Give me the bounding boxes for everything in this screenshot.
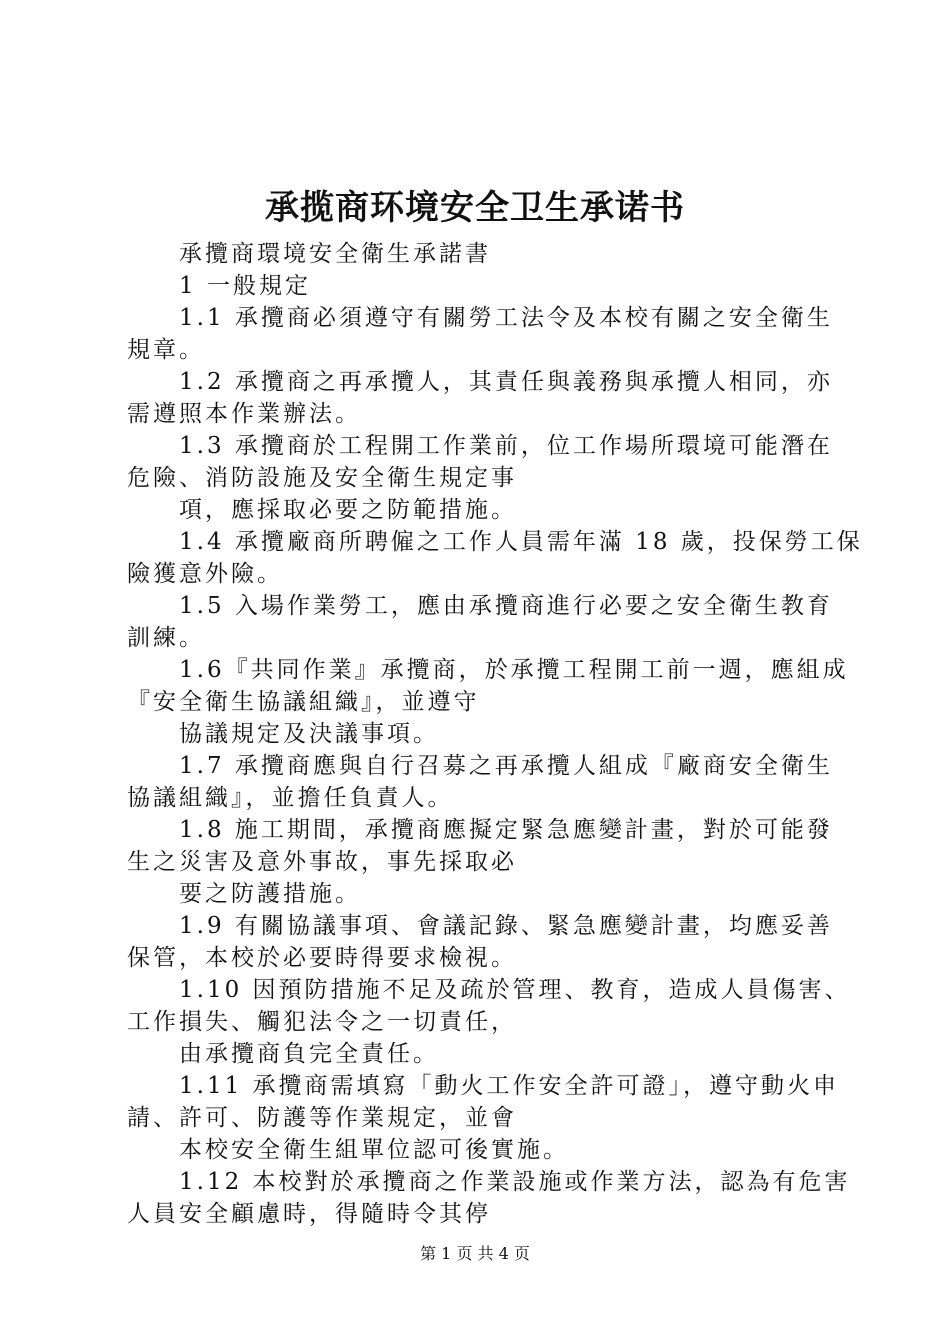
document-body [127,238,863,1230]
body-text-line: 協議組織』，並擔任負責人。 [127,785,454,811]
body-text-line: 協議規定及決議事項。 [179,721,439,747]
body-text-line: 需遵照本作業辦法。 [127,401,361,427]
body-text-line: 規章。 [127,337,205,363]
body-text-line: 1.7 承攬商應與自行召募之再承攬人組成『廠商安全衛生 [179,753,833,779]
body-text-line: 1 一般規定 [179,273,311,299]
document-title: 承揽商环境安全卫生承诺书 [265,188,685,228]
body-text-line: 本校安全衛生組單位認可後實施。 [179,1137,569,1163]
body-text-line: 1.2 承攬商之再承攬人，其責任與義務與承攬人相同，亦 [179,369,833,395]
body-text-line: 工作損失、觸犯法令之一切責任， [127,1009,517,1035]
body-text-line: 1.12 本校對於承攬商之作業設施或作業方法，認為有危害 [179,1169,851,1195]
body-text-line: 1.9 有關協議事項、會議記錄、緊急應變計畫，均應妥善 [179,913,833,939]
body-text-line: 1.6『共同作業』承攬商，於承攬工程開工前一週，應組成 [179,657,849,683]
body-text-line: 1.3 承攬商於工程開工作業前，位工作場所環境可能潛在 [179,433,833,459]
body-text-line: 1.4 承攬廠商所聘僱之工作人員需年滿 18 歲，投保勞工保 [179,529,863,555]
body-text-line: 1.8 施工期間，承攬商應擬定緊急應變計畫，對於可能發 [179,817,833,843]
body-text-line: 1.1 承攬商必須遵守有關勞工法令及本校有關之安全衛生 [179,305,833,331]
body-text-line: 項，應採取必要之防範措施。 [179,497,517,523]
body-text-line: 危險、消防設施及安全衛生規定事 [127,465,517,491]
body-text-line: 1.11 承攬商需填寫「動火工作安全許可證」，遵守動火申 [179,1073,840,1099]
body-text-line: 生之災害及意外事故，事先採取必 [127,849,517,875]
body-text-line: 要之防護措施。 [179,881,361,907]
body-text-line: 1.10 因預防措施不足及疏於管理、教育，造成人員傷害、 [179,977,851,1003]
body-text-line: 險獲意外險。 [127,561,283,587]
page-footer: 第 1 页 共 4 页 [420,1244,530,1263]
body-text-line: 人員安全顧慮時，得隨時令其停 [127,1201,491,1227]
body-text-line: 請、許可、防護等作業規定，並會 [127,1105,517,1131]
body-text-line: 訓練。 [127,625,205,651]
body-text-line: 『安全衛生協議組織』，並遵守 [127,689,480,715]
body-text-line: 1.5 入場作業勞工，應由承攬商進行必要之安全衛生教育 [179,593,833,619]
body-text-line: 保管，本校於必要時得要求檢視。 [127,945,517,971]
body-text-line: 由承攬商負完全責任。 [179,1041,439,1067]
body-text-line: 承攬商環境安全衛生承諾書 [179,241,491,267]
